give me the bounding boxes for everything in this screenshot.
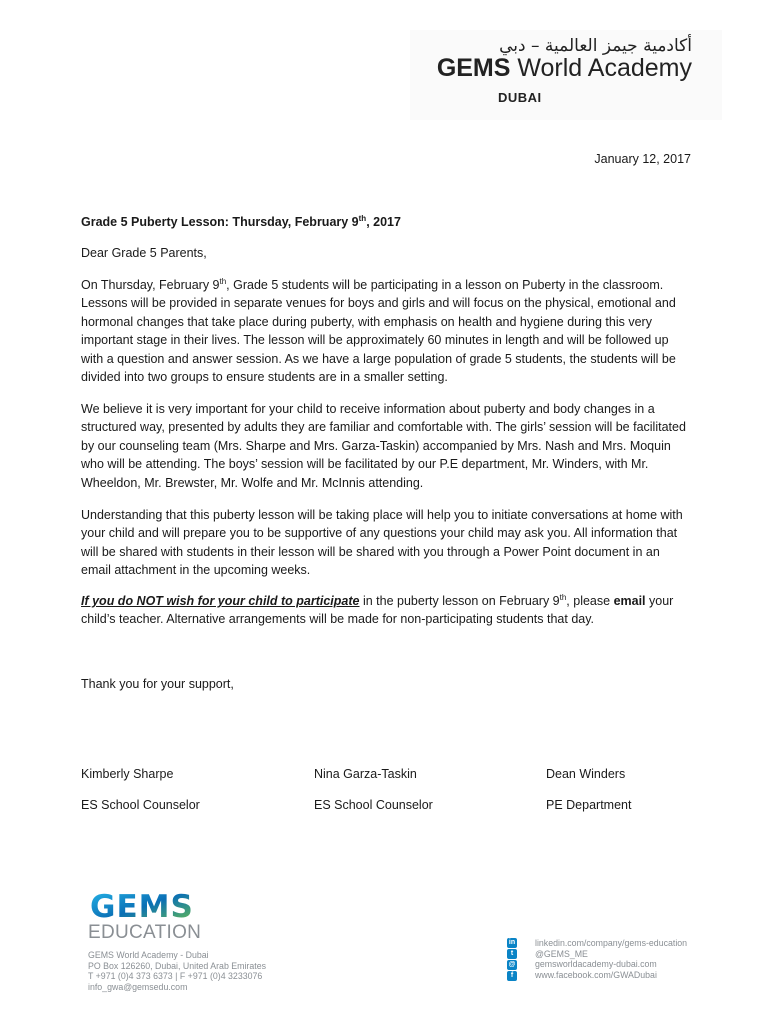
- letter-date: January 12, 2017: [594, 152, 691, 166]
- logo-school-name: [437, 54, 692, 83]
- footer-social-links: [535, 938, 687, 980]
- footer-address: [88, 950, 266, 992]
- paragraph-1: [81, 276, 689, 386]
- signatory-3-title: PE Department: [546, 798, 632, 812]
- address-line-3: T +971 (0)4 373 6373 | F +971 (0)4 3233076: [88, 971, 263, 982]
- p4-before-email: , please: [566, 594, 614, 608]
- email-word: email: [613, 594, 646, 608]
- website-link[interactable]: gemsworldacademy-dubai.com: [535, 959, 657, 970]
- p1-sup: th: [219, 276, 227, 286]
- logo-city: DUBAI: [498, 90, 542, 105]
- opt-out-emphasis: If you do NOT wish for your child to participate: [81, 594, 360, 608]
- subject-prefix: Grade 5 Puberty Lesson: Thursday, February 9: [81, 215, 359, 229]
- signatory-3-name: Dean Winders: [546, 767, 626, 781]
- address-line-2: PO Box 126260, Dubai, United Arab Emirates: [88, 960, 266, 971]
- closing: Thank you for your support,: [81, 677, 234, 691]
- signatory-1-title: ES School Counselor: [81, 798, 200, 812]
- salutation: Dear Grade 5 Parents,: [81, 246, 207, 260]
- twitter-handle[interactable]: @GEMS_ME: [535, 948, 588, 959]
- gems-logo-text: GEMS: [90, 889, 194, 922]
- facebook-link[interactable]: www.facebook.com/GWADubai: [535, 969, 657, 980]
- education-wordmark: EDUCATION: [88, 922, 202, 943]
- linkedin-link[interactable]: linkedin.com/company/gems-education: [535, 938, 688, 948]
- address-line-1: GEMS World Academy - Dubai: [88, 950, 209, 960]
- social-icons: [507, 938, 519, 982]
- address-line-4: info_gwa@gemsedu.com: [88, 981, 188, 992]
- p4-rest: your child’s teacher. Alternative arrangements will be made for non-participating students that day.: [81, 594, 674, 627]
- school-logo: [410, 30, 722, 120]
- gems-education-logo: [88, 888, 196, 922]
- p4-sup: th: [559, 592, 567, 602]
- linkedin-icon: in: [508, 939, 516, 946]
- signatory-2-name: Nina Garza-Taskin: [314, 767, 417, 781]
- logo-name-bold: GEMS: [436, 54, 511, 82]
- paragraph-3: Understanding that this puberty lesson will be taking place will help you to initiate conversations at home with your child and will prepare you to be supportive of any questions your child may ask you. All information that will be shared with students in their lesson will be shared with you through a Power Point document in an email attachment in the upcoming weeks.: [81, 508, 683, 578]
- subject-suffix: , 2017: [366, 215, 401, 229]
- letter-subject: [81, 213, 689, 231]
- paragraph-2: We believe it is very important for your child to receive information about puberty and body changes in a structured way, presented by adults they are familiar and comfortable with. The girls’ session will be facilitated by our counseling team (Mrs. Sharpe and Mrs. Garza-Taskin) accompanied by Mrs. Nash and Mrs. Moquin who will be attending. The boys’ session will be facilitated by our P.E department, Mr. Winders, with Mr. Wheeldon, Mr. Brewster, Mr. Wolfe and Mr. McInnis attending.: [81, 402, 686, 490]
- p1-rest: , Grade 5 students will be participating in a lesson on Puberty in the classroom. Lessons will be provided in separate venues for boys and girls and will focus on the physical, emotional and hormonal changes that take place during puberty, with emphasis on health and hygiene during this very important stage in their lives. The lesson will be approximately 60 minutes in length and will be followed up with a question and answer session. As we have a large population of grade 5 students, the students will be divided into two groups to ensure students are in a smaller setting.: [81, 278, 676, 385]
- logo-arabic-name: أكادمية جيمز العالمية – دبي: [499, 36, 692, 56]
- logo-name-rest: World Academy: [510, 54, 692, 82]
- subject-sup: th: [358, 213, 367, 223]
- facebook-icon: f: [507, 971, 517, 981]
- paragraph-4: [81, 592, 689, 629]
- p1-prefix: On Thursday, February 9: [81, 278, 220, 292]
- signatory-2-title: ES School Counselor: [314, 798, 433, 812]
- twitter-icon: t: [507, 949, 517, 959]
- signatory-1-name: Kimberly Sharpe: [81, 767, 174, 781]
- p4-middle: in the puberty lesson on February 9: [359, 594, 560, 608]
- web-icon: @: [508, 961, 516, 968]
